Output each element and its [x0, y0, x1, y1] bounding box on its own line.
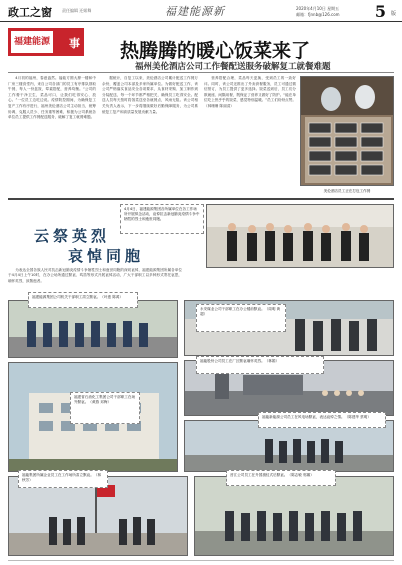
section-name: 政工之窗 — [8, 6, 52, 19]
photo-outdoor-team — [8, 300, 178, 358]
photo-flag-ceremony — [8, 476, 188, 556]
feature-lead-text: 为表达全国各族人民对抗击新冠肺炎疫情斗争牺牲烈士和逝世同胞的深切哀悼，福建能源集团所属各单位于4月4日上午10时，在办公场所通过默哀、鸣笛等形式开展哀悼活动，广大干部职工以多种形式寄托哀思，缅怀英烈，致敬逝者。 — [8, 268, 182, 283]
caption-box-1: 福建能源集团公司机关干部职工肃立默哀。（叶惠 陈鸿） — [28, 292, 138, 308]
intro-callout: 4月4日，福建能源集团各所属单位在各工作场所开展悼念活动，哀悼抗击新冠肺炎疫情斗争中牺牲的烈士和逝世同胞。 — [120, 204, 204, 234]
stamp-side-text: 事 — [69, 37, 80, 50]
contact-email: 邮箱：fjnnb@126.com — [296, 12, 340, 17]
article-column-2 — [102, 76, 198, 196]
feature-title-line2: 哀悼同胞 — [68, 247, 145, 265]
article-headline: 热腾腾的暖心饭菜来了 — [120, 40, 311, 62]
section-divider — [8, 198, 394, 200]
masthead — [0, 0, 402, 22]
article-column-1 — [8, 76, 96, 196]
paper-name: 福建能源新 — [165, 5, 225, 18]
photo-group-outdoor — [194, 476, 394, 556]
article-text: 4月初的福州，春意盎然。福能方圆大厦一楼和中厂房三楼食堂内，来自公司各部门的员工有序排队领取午餐，每人一份盒饭，荤素搭配，营养均衡。“公司的工作餐干净卫生，菜品可口，让我们吃得安心、放心。”一位员工边吃边说。疫情防控期间，为确保复工复产工作有序进行，福州美伦酒店公司主动担当，统筹协调，克服人员少、任务重等困难，积极为公司系统各单位员工提供工作餐配送服务，破解了复工就餐难题。 — [8, 76, 96, 120]
food-packing-photo — [300, 76, 394, 186]
article-column-3 — [204, 76, 296, 196]
article-subheadline: 福州美伦酒店公司工作餐配送服务破解复工就餐难题 — [135, 62, 331, 72]
feature-title-line1: 云祭英烈 — [34, 227, 111, 245]
caption-box-5: 福能新能源公司员工在风电场默哀，表达哀悼之情。（陈建华 蔡明） — [258, 412, 386, 428]
editor-line: 责任编辑 还姬舞 — [62, 8, 92, 13]
headline-rule — [8, 72, 394, 73]
stamp-label: 福建能源 — [11, 31, 53, 53]
caption-box-3: 福能股份公司员工在厂区默哀缅怀英烈。（林娟） — [196, 356, 324, 374]
page-suffix: 版 — [390, 11, 396, 17]
feature-lead — [8, 268, 182, 284]
page-number: 5 — [374, 2, 386, 21]
section-stamp — [8, 28, 84, 56]
issue-date: 2020年4月10日 星期五 — [296, 6, 340, 11]
caption-box-6: 福能集团所属企业员工在工作场所肃立默哀。（林秋芳） — [18, 470, 108, 488]
photo-caption: 美伦酒店员工正在打包工作餐 — [323, 189, 371, 193]
footer-rule — [8, 560, 394, 561]
photo-office-silence — [206, 204, 394, 268]
article-text: 营养搭配合理，菜品每天更换，受到员工的一致好评。同时，该公司还推出了外卖套餐服务，员工可通过微信预订，为员工提供了更多选择。饭菜送到后，员工们分散就座、间隔用餐，既保证了营养又做好了防护。“能在单位吃上热乎乎的饭菜，感觉特别温暖。”员工们纷纷点赞。（林珊珊 陈丽清） — [204, 76, 296, 108]
caption-box-7: 晋江公司员工在升国旗仪式后默哀。（陈志敏 郭娜） — [226, 470, 336, 486]
caption-box-2: 永安煤业公司干部职工在办公楼前默哀。（周明 黄超） — [196, 304, 286, 332]
caption-box-4: 福建省石油化工集团公司干部职工在场外默哀。（黄燕 邓梅） — [70, 392, 140, 424]
article-text: 据统计，自复工以来，美伦酒店公司累计配送工作餐万余份，覆盖公司本部及多家所属单位。为做好配送工作，该公司严格落实食品安全各项要求，从食材采购、加工制作到分装配送，每一个环节都严格把关，确保员工吃得安全。配送人员每天按时将饭菜送至各就餐点，风雨无阻。该公司相关负责人表示，下一步将继续做好后勤保障服务，为公司系统复工复产和高质量发展贡献力量。 — [102, 76, 198, 114]
